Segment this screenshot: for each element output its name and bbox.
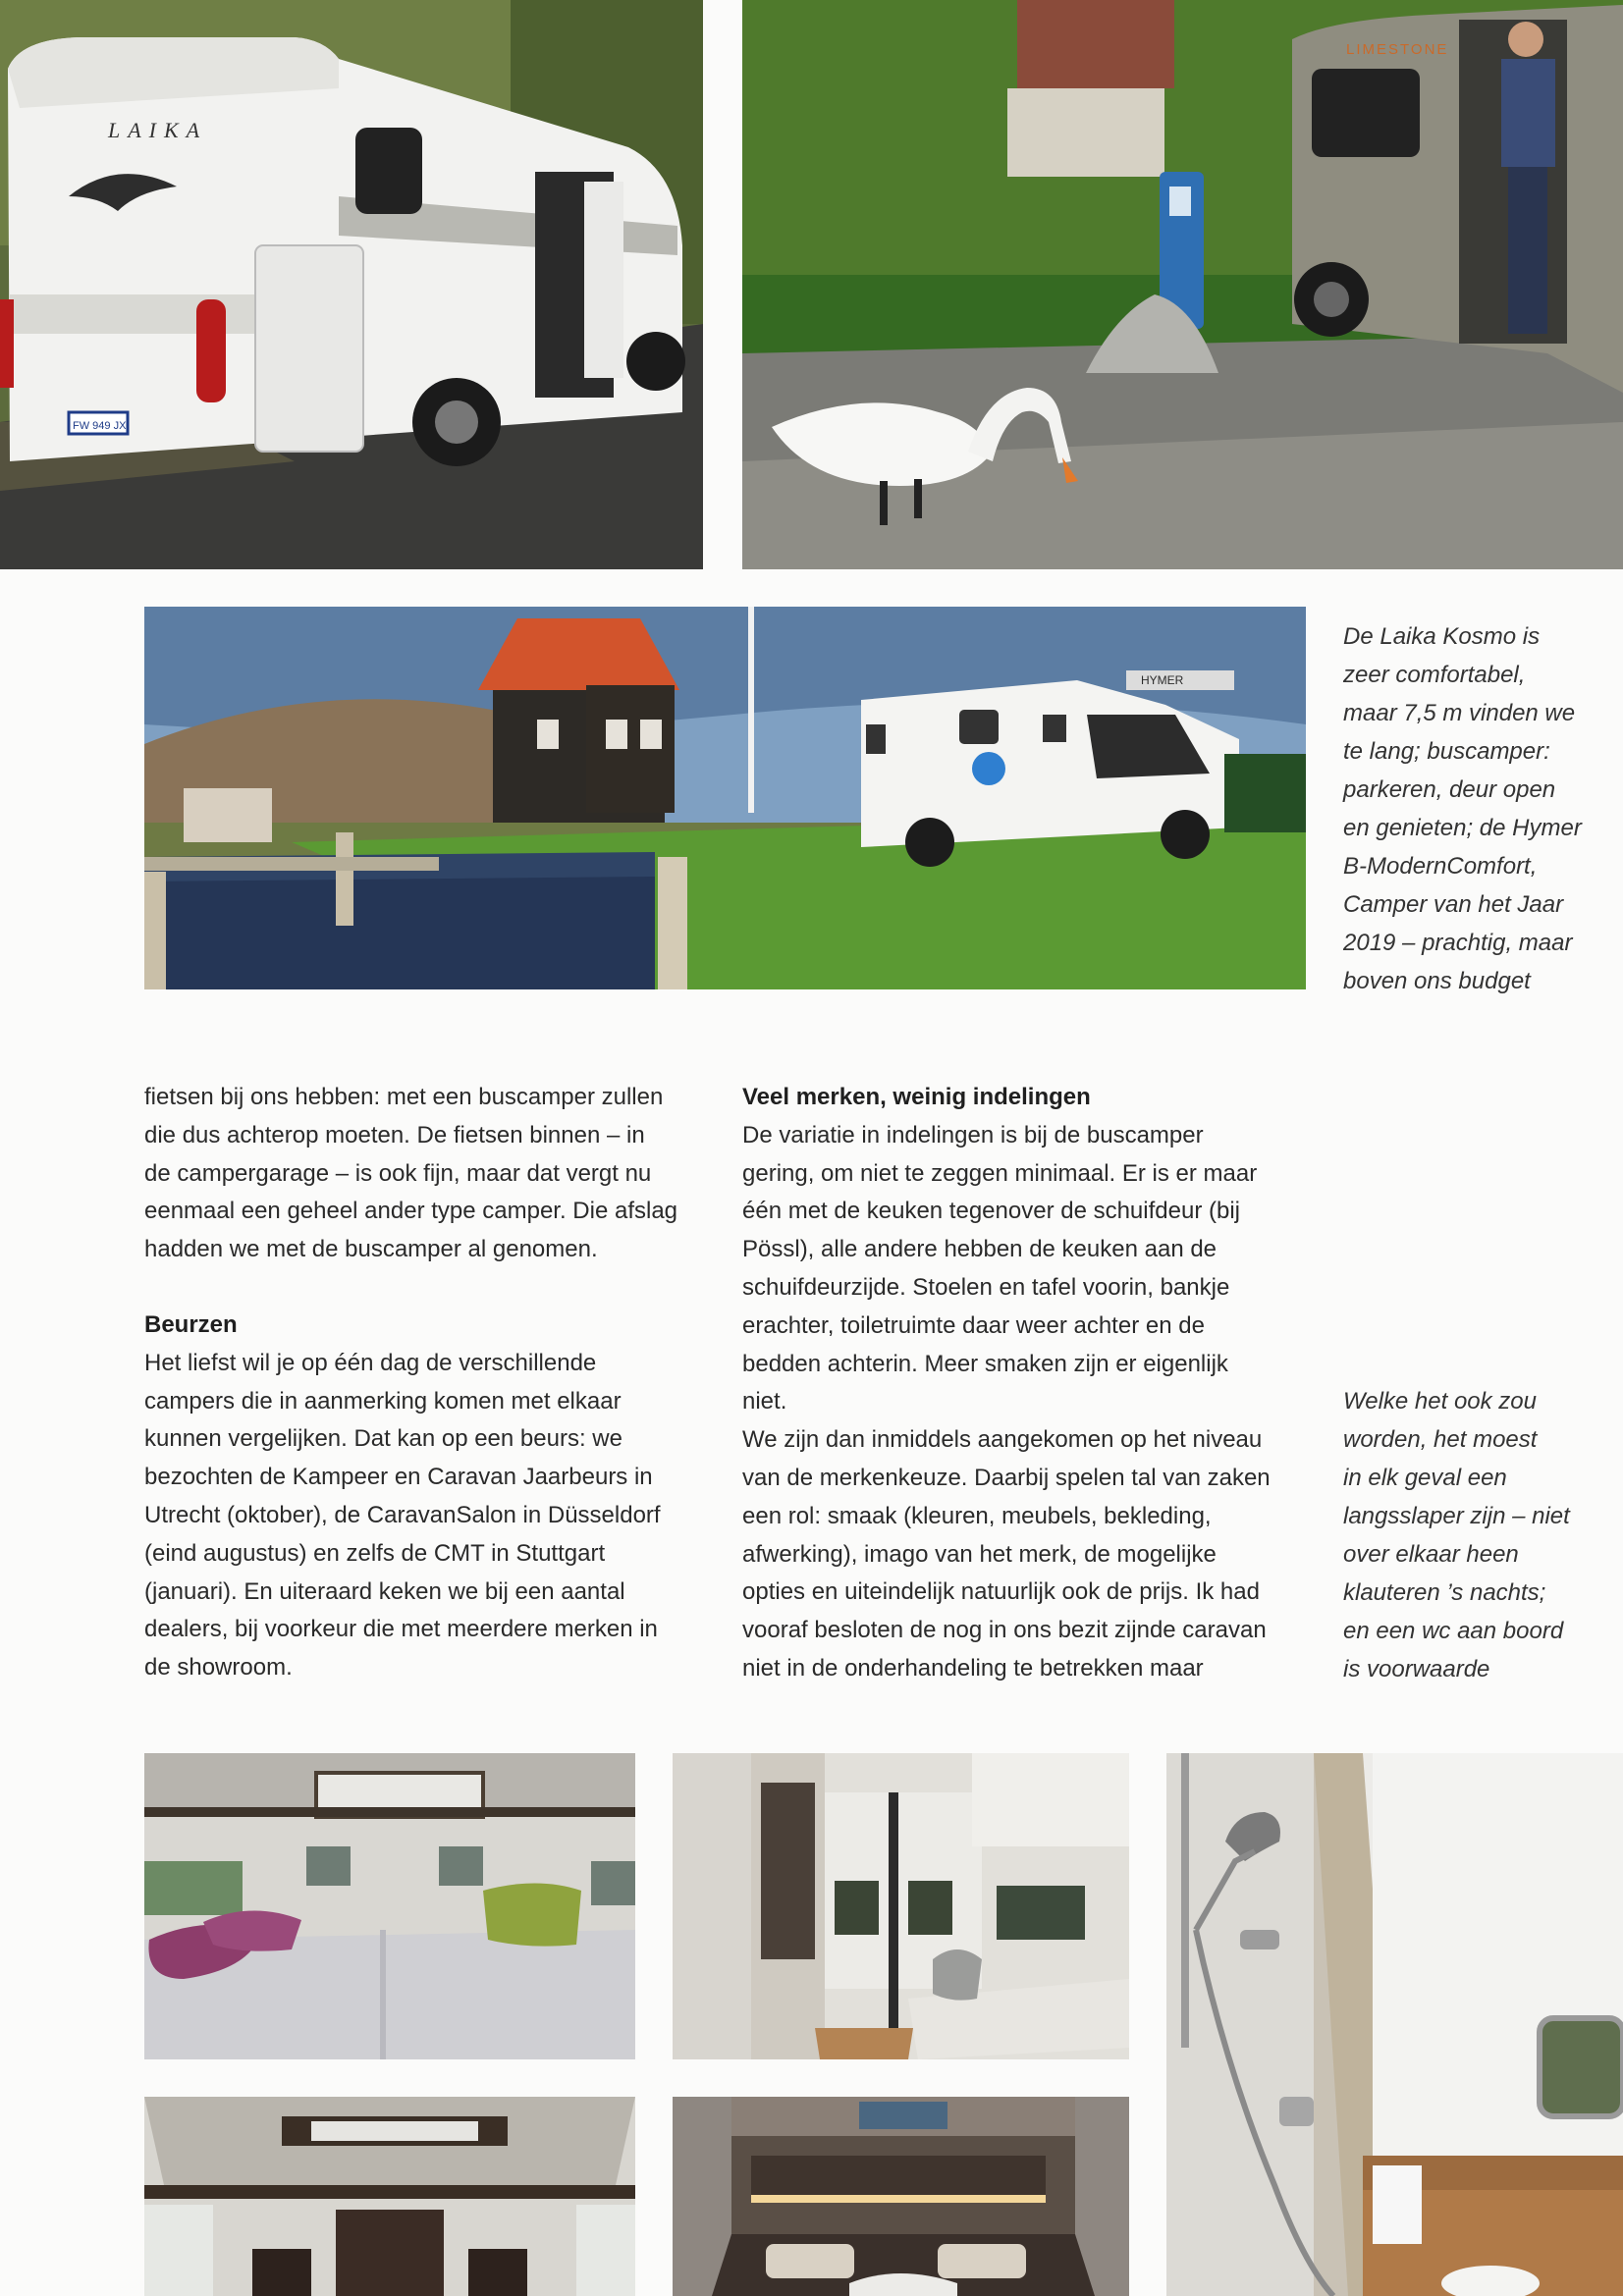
paragraph-line: Utrecht (oktober), de CaravanSalon in Düsseldorf <box>144 1501 661 1528</box>
photo-interior-aisle <box>673 1753 1129 2059</box>
paragraph-line: opties en uiteindelijk natuurlijk ook de prijs. Ik had <box>742 1578 1260 1606</box>
article-column-left <box>144 1079 704 1687</box>
paragraph-line: eenmaal een geheel ander type camper. Die afslag <box>144 1198 678 1225</box>
paragraph-line: campers die in aanmerking komen met elkaar <box>144 1387 622 1415</box>
caption-line: langsslaper zijn – niet <box>1343 1503 1570 1529</box>
caption-middle <box>1343 1382 1618 1688</box>
paragraph-line: Het liefst wil je op één dag de verschillende <box>144 1349 597 1376</box>
caption-line: Welke het ook zou <box>1343 1388 1538 1415</box>
photo-interior-bedroom <box>673 2097 1129 2296</box>
photo-interior-bed <box>144 1753 635 2059</box>
caption-line: en genieten; de Hymer <box>1343 815 1582 841</box>
paragraph-line: niet. <box>742 1388 787 1415</box>
caption-line: te lang; buscamper: <box>1343 738 1550 765</box>
hymer-brand: HYMER <box>1141 673 1184 687</box>
caption-line: klauteren ’s nachts; <box>1343 1579 1546 1606</box>
article-column-right <box>742 1079 1312 1688</box>
section-heading-beurzen: Beurzen <box>144 1310 238 1338</box>
photo-hymer-canal <box>144 607 1306 989</box>
paragraph-line: kunnen vergelijken. Dat kan op een beurs: we <box>144 1425 622 1453</box>
paragraph-line: Pössl), alle andere hebben de keuken aan de <box>742 1236 1217 1263</box>
paragraph-line: afwerking), imago van het merk, de mogelijke <box>742 1540 1217 1568</box>
paragraph-line: hadden we met de buscamper al genomen. <box>144 1236 598 1263</box>
paragraph-line: We zijn dan inmiddels aangekomen op het niveau <box>742 1426 1263 1454</box>
paragraph-line: die dus achterop moeten. De fietsen binnen – in <box>144 1121 645 1148</box>
paragraph-line: gering, om niet te zeggen minimaal. Er is er maar <box>742 1159 1258 1187</box>
paragraph-line: (januari). En uiteraard keken we bij een aantal <box>144 1577 625 1605</box>
caption-line: maar 7,5 m vinden we <box>1343 700 1576 726</box>
paragraph-line: niet in de onderhandeling te betrekken maar <box>742 1654 1204 1682</box>
paragraph-line: vooraf besloten de nog in ons bezit zijnde caravan <box>742 1617 1267 1644</box>
paragraph-line: de campergarage – is ook fijn, maar dat vergt nu <box>144 1159 652 1187</box>
caption-line: en een wc aan boord <box>1343 1618 1564 1644</box>
paragraph-line: één met de keuken tegenover de schuifdeur (bij <box>742 1198 1240 1225</box>
caption-line: De Laika Kosmo is <box>1343 623 1541 650</box>
photo-swan-buscamper <box>742 0 1623 569</box>
caption-line: B-ModernComfort, <box>1343 853 1538 880</box>
van-brand: LIMESTONE <box>1346 41 1449 58</box>
caption-line: is voorwaarde <box>1343 1656 1490 1682</box>
caption-line: zeer comfortabel, <box>1343 662 1526 688</box>
photo-interior-shower <box>1166 1753 1623 2296</box>
caption-line: over elkaar heen <box>1343 1541 1519 1568</box>
paragraph-line: een rol: smaak (kleuren, meubels, bekleding, <box>742 1502 1212 1529</box>
paragraph-line: dealers, bij voorkeur die met meerdere merken in <box>144 1616 658 1643</box>
photo-laika-kosmo <box>0 0 703 569</box>
laika-logo: LAIKA <box>108 118 208 142</box>
caption-line: parkeren, deur open <box>1343 776 1556 803</box>
caption-line: worden, het moest <box>1343 1426 1538 1453</box>
caption-top <box>1343 617 1618 1000</box>
caption-line: boven ons budget <box>1343 968 1531 994</box>
paragraph-line: de showroom. <box>144 1654 293 1682</box>
caption-line: 2019 – prachtig, maar <box>1343 930 1573 956</box>
paragraph-line: bedden achterin. Meer smaken zijn er eigenlijk <box>742 1350 1228 1377</box>
paragraph-line: erachter, toiletruimte daar weer achter en de <box>742 1311 1205 1339</box>
caption-line: Camper van het Jaar <box>1343 891 1564 918</box>
paragraph-line: (eind augustus) en zelfs de CMT in Stuttgart <box>144 1539 606 1567</box>
caption-line: in elk geval een <box>1343 1465 1507 1491</box>
paragraph-line: bezochten de Kampeer en Caravan Jaarbeurs in <box>144 1464 653 1491</box>
paragraph-line: schuifdeurzijde. Stoelen en tafel voorin, bankje <box>742 1273 1230 1301</box>
paragraph-line: van de merkenkeuze. Daarbij spelen tal van zaken <box>742 1464 1271 1491</box>
section-heading-merken: Veel merken, weinig indelingen <box>742 1084 1091 1110</box>
paragraph-line: De variatie in indelingen is bij de buscamper <box>742 1121 1204 1148</box>
paragraph-line: fietsen bij ons hebben: met een buscamper zullen <box>144 1084 664 1110</box>
laika-license-plate: FW 949 JX <box>73 420 127 432</box>
photo-interior-lounge <box>144 2097 635 2296</box>
